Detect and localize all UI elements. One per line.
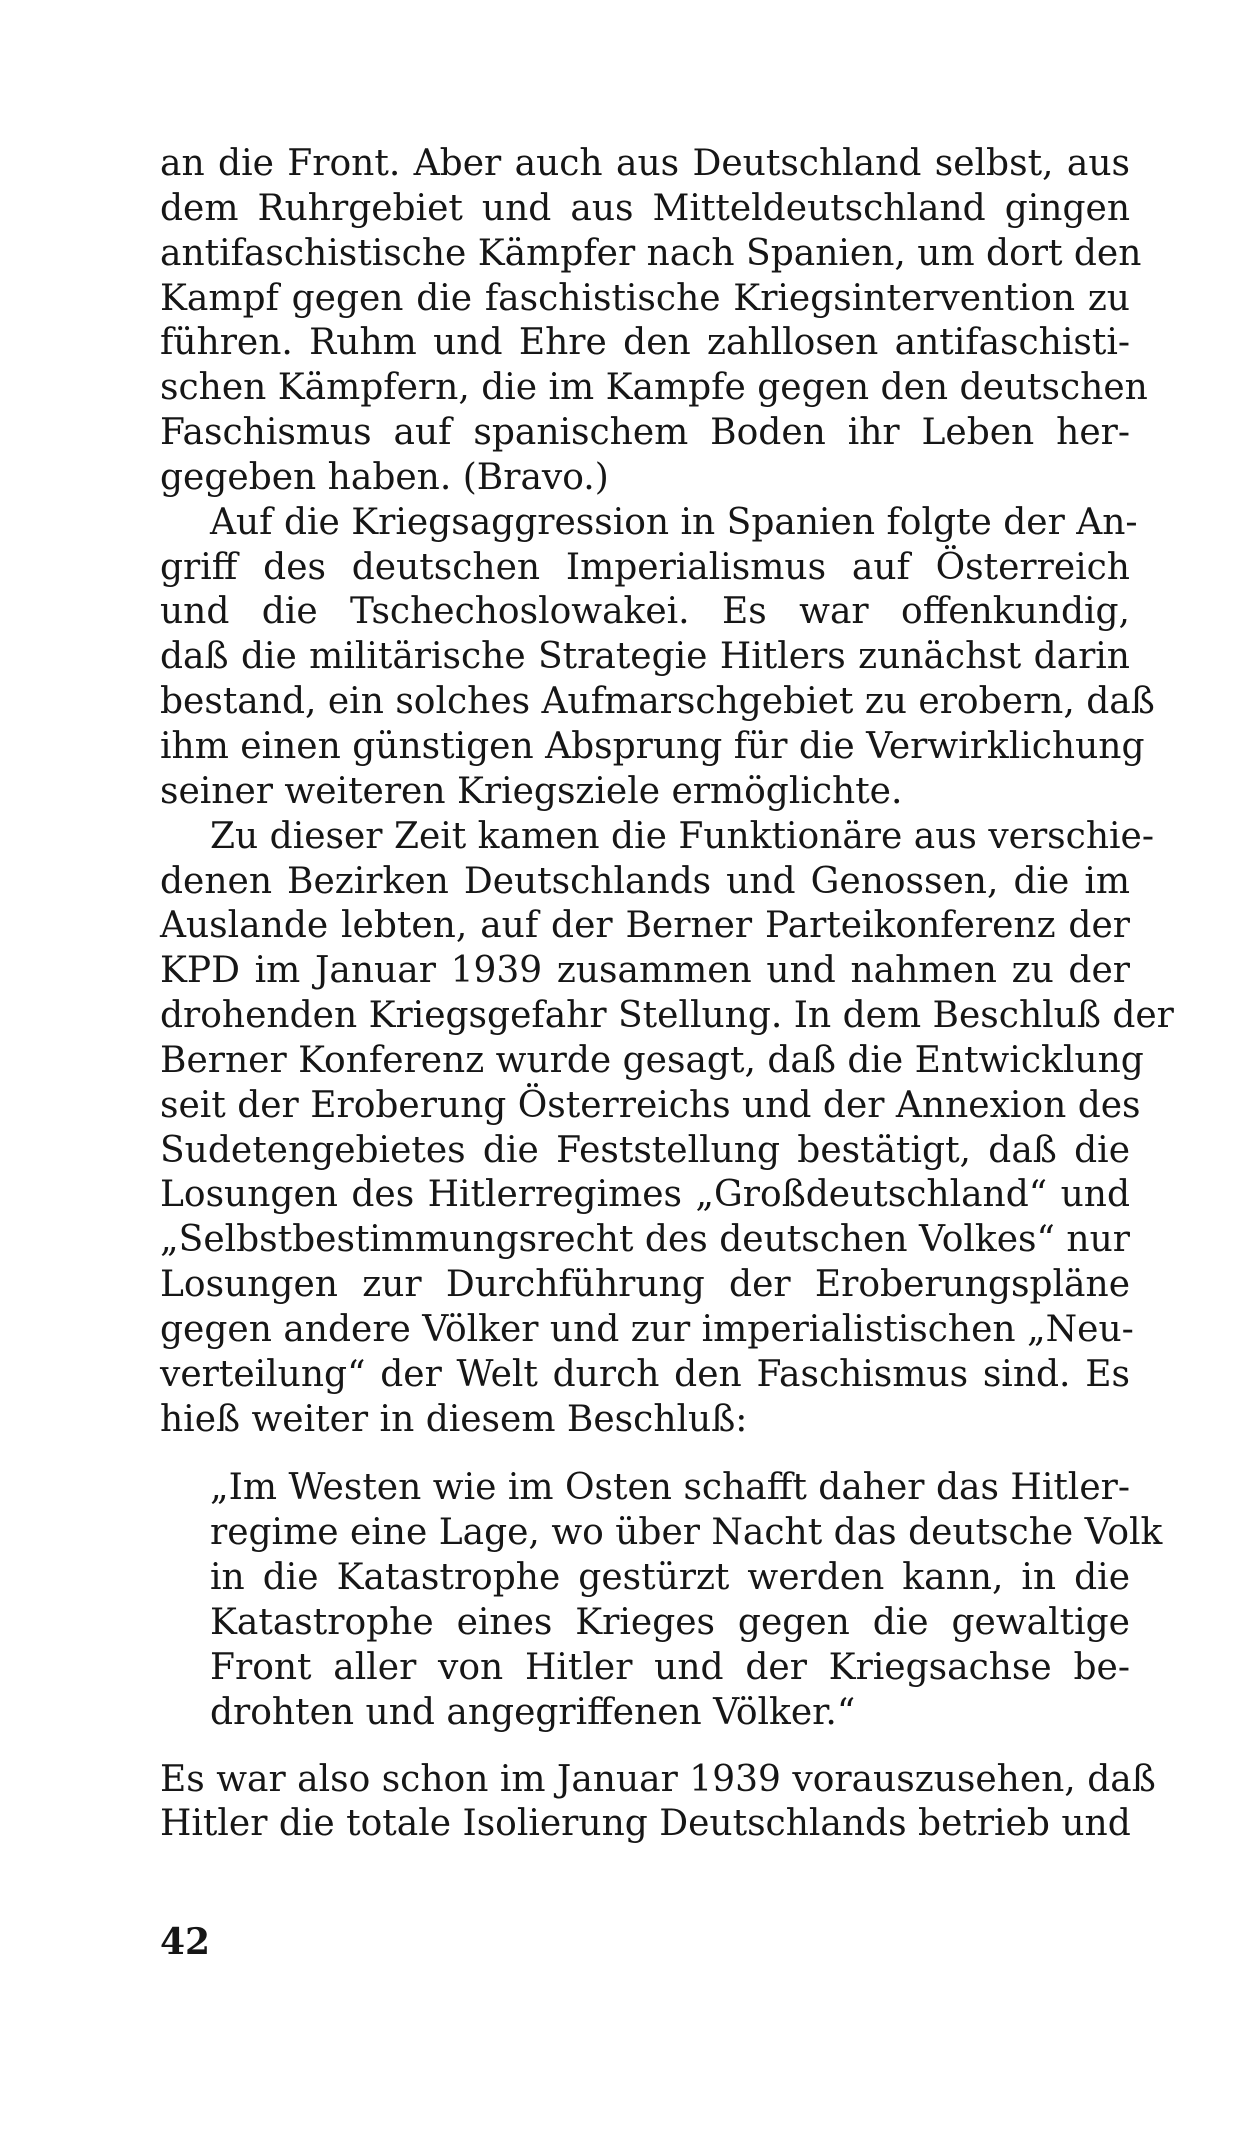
text-line: Losungen des Hitlerregimes „Großdeutschland“ und — [160, 1174, 1130, 1216]
text-line: daß die militärische Strategie Hitlers zunächst darin — [160, 636, 1130, 678]
text-line: schen Kämpfern, die im Kampfe gegen den deutschen — [160, 367, 1148, 409]
text-line: antifaschistische Kämpfer nach Spanien, um dort den — [160, 232, 1142, 274]
text-line: denen Bezirken Deutschlands und Genossen, die im — [160, 860, 1130, 902]
text-line: Auf die Kriegsaggression in Spanien folgte der An- — [210, 501, 1138, 543]
text-line: an die Front. Aber auch aus Deutschland selbst, aus — [160, 143, 1130, 184]
text-line: drohenden Kriegsgefahr Stellung. In dem Beschluß der — [160, 995, 1174, 1037]
text-line: Losungen zur Durchführung der Eroberungspläne — [160, 1264, 1130, 1306]
quote-line: Katastrophe eines Krieges gegen die gewaltige — [210, 1602, 1130, 1643]
text-line: griff des deutschen Imperialismus auf Österreich — [160, 546, 1130, 588]
quote-line: Front aller von Hitler und der Kriegsachse be- — [210, 1646, 1130, 1688]
quote-line: in die Katastrophe gestürzt werden kann, in die — [210, 1557, 1130, 1599]
text-line: dem Ruhrgebiet und aus Mitteldeutschland gingen — [160, 187, 1130, 229]
text-line: „Selbstbestimmungsrecht des deutschen Volkes“ nur — [160, 1219, 1130, 1261]
paragraph-4 — [160, 1758, 1156, 1848]
block-quote — [210, 1466, 1163, 1735]
page-body — [160, 142, 1174, 1847]
text-line: ihm einen günstigen Absprung für die Verwirklichung — [160, 725, 1145, 767]
text-line: verteilung“ der Welt durch den Faschismus sind. Es — [160, 1353, 1130, 1395]
text-line: Berner Konferenz wurde gesagt, daß die Entwicklung — [160, 1039, 1144, 1081]
text-line: hieß weiter in diesem Beschluß: — [160, 1398, 748, 1440]
text-line: führen. Ruhm und Ehre den zahllosen antifaschisti- — [160, 322, 1130, 364]
text-line: gegen andere Völker und zur imperialistischen „Neu- — [160, 1308, 1134, 1350]
quote-line: drohten und angegriffenen Völker.“ — [210, 1691, 856, 1733]
text-line: gegeben haben. (Bravo.) — [160, 456, 609, 498]
text-line: KPD im Januar 1939 zusammen und nahmen zu der — [160, 950, 1130, 992]
paragraph-1 — [160, 142, 1148, 501]
quote-line: „Im Westen wie im Osten schafft daher das Hitler- — [210, 1467, 1130, 1509]
text-line: bestand, ein solches Aufmarschgebiet zu erobern, daß — [160, 681, 1155, 723]
text-line: Sudetengebietes die Feststellung bestätigt, daß die — [160, 1129, 1130, 1171]
quote-line: regime eine Lage, wo über Nacht das deutsche Volk — [210, 1512, 1163, 1554]
text-line: und die Tschechoslowakei. Es war offenkundig, — [160, 591, 1130, 633]
text-line: Auslande lebten, auf der Berner Parteikonferenz der — [160, 905, 1130, 947]
page-number: 42 — [160, 1921, 211, 1963]
paragraph-3 — [160, 815, 1174, 1443]
text-line: Faschismus auf spanischem Boden ihr Leben her- — [160, 412, 1130, 454]
text-line: seit der Eroberung Österreichs und der Annexion des — [160, 1084, 1141, 1126]
text-line: Es war also schon im Januar 1939 vorauszusehen, daß — [160, 1758, 1156, 1800]
text-line: Kampf gegen die faschistische Kriegsintervention zu — [160, 277, 1130, 319]
text-line: seiner weiteren Kriegsziele ermöglichte. — [160, 770, 903, 812]
text-line: Hitler die totale Isolierung Deutschlands betrieb und — [160, 1803, 1131, 1845]
paragraph-2 — [160, 501, 1155, 815]
text-line: Zu dieser Zeit kamen die Funktionäre aus verschie- — [210, 815, 1154, 857]
